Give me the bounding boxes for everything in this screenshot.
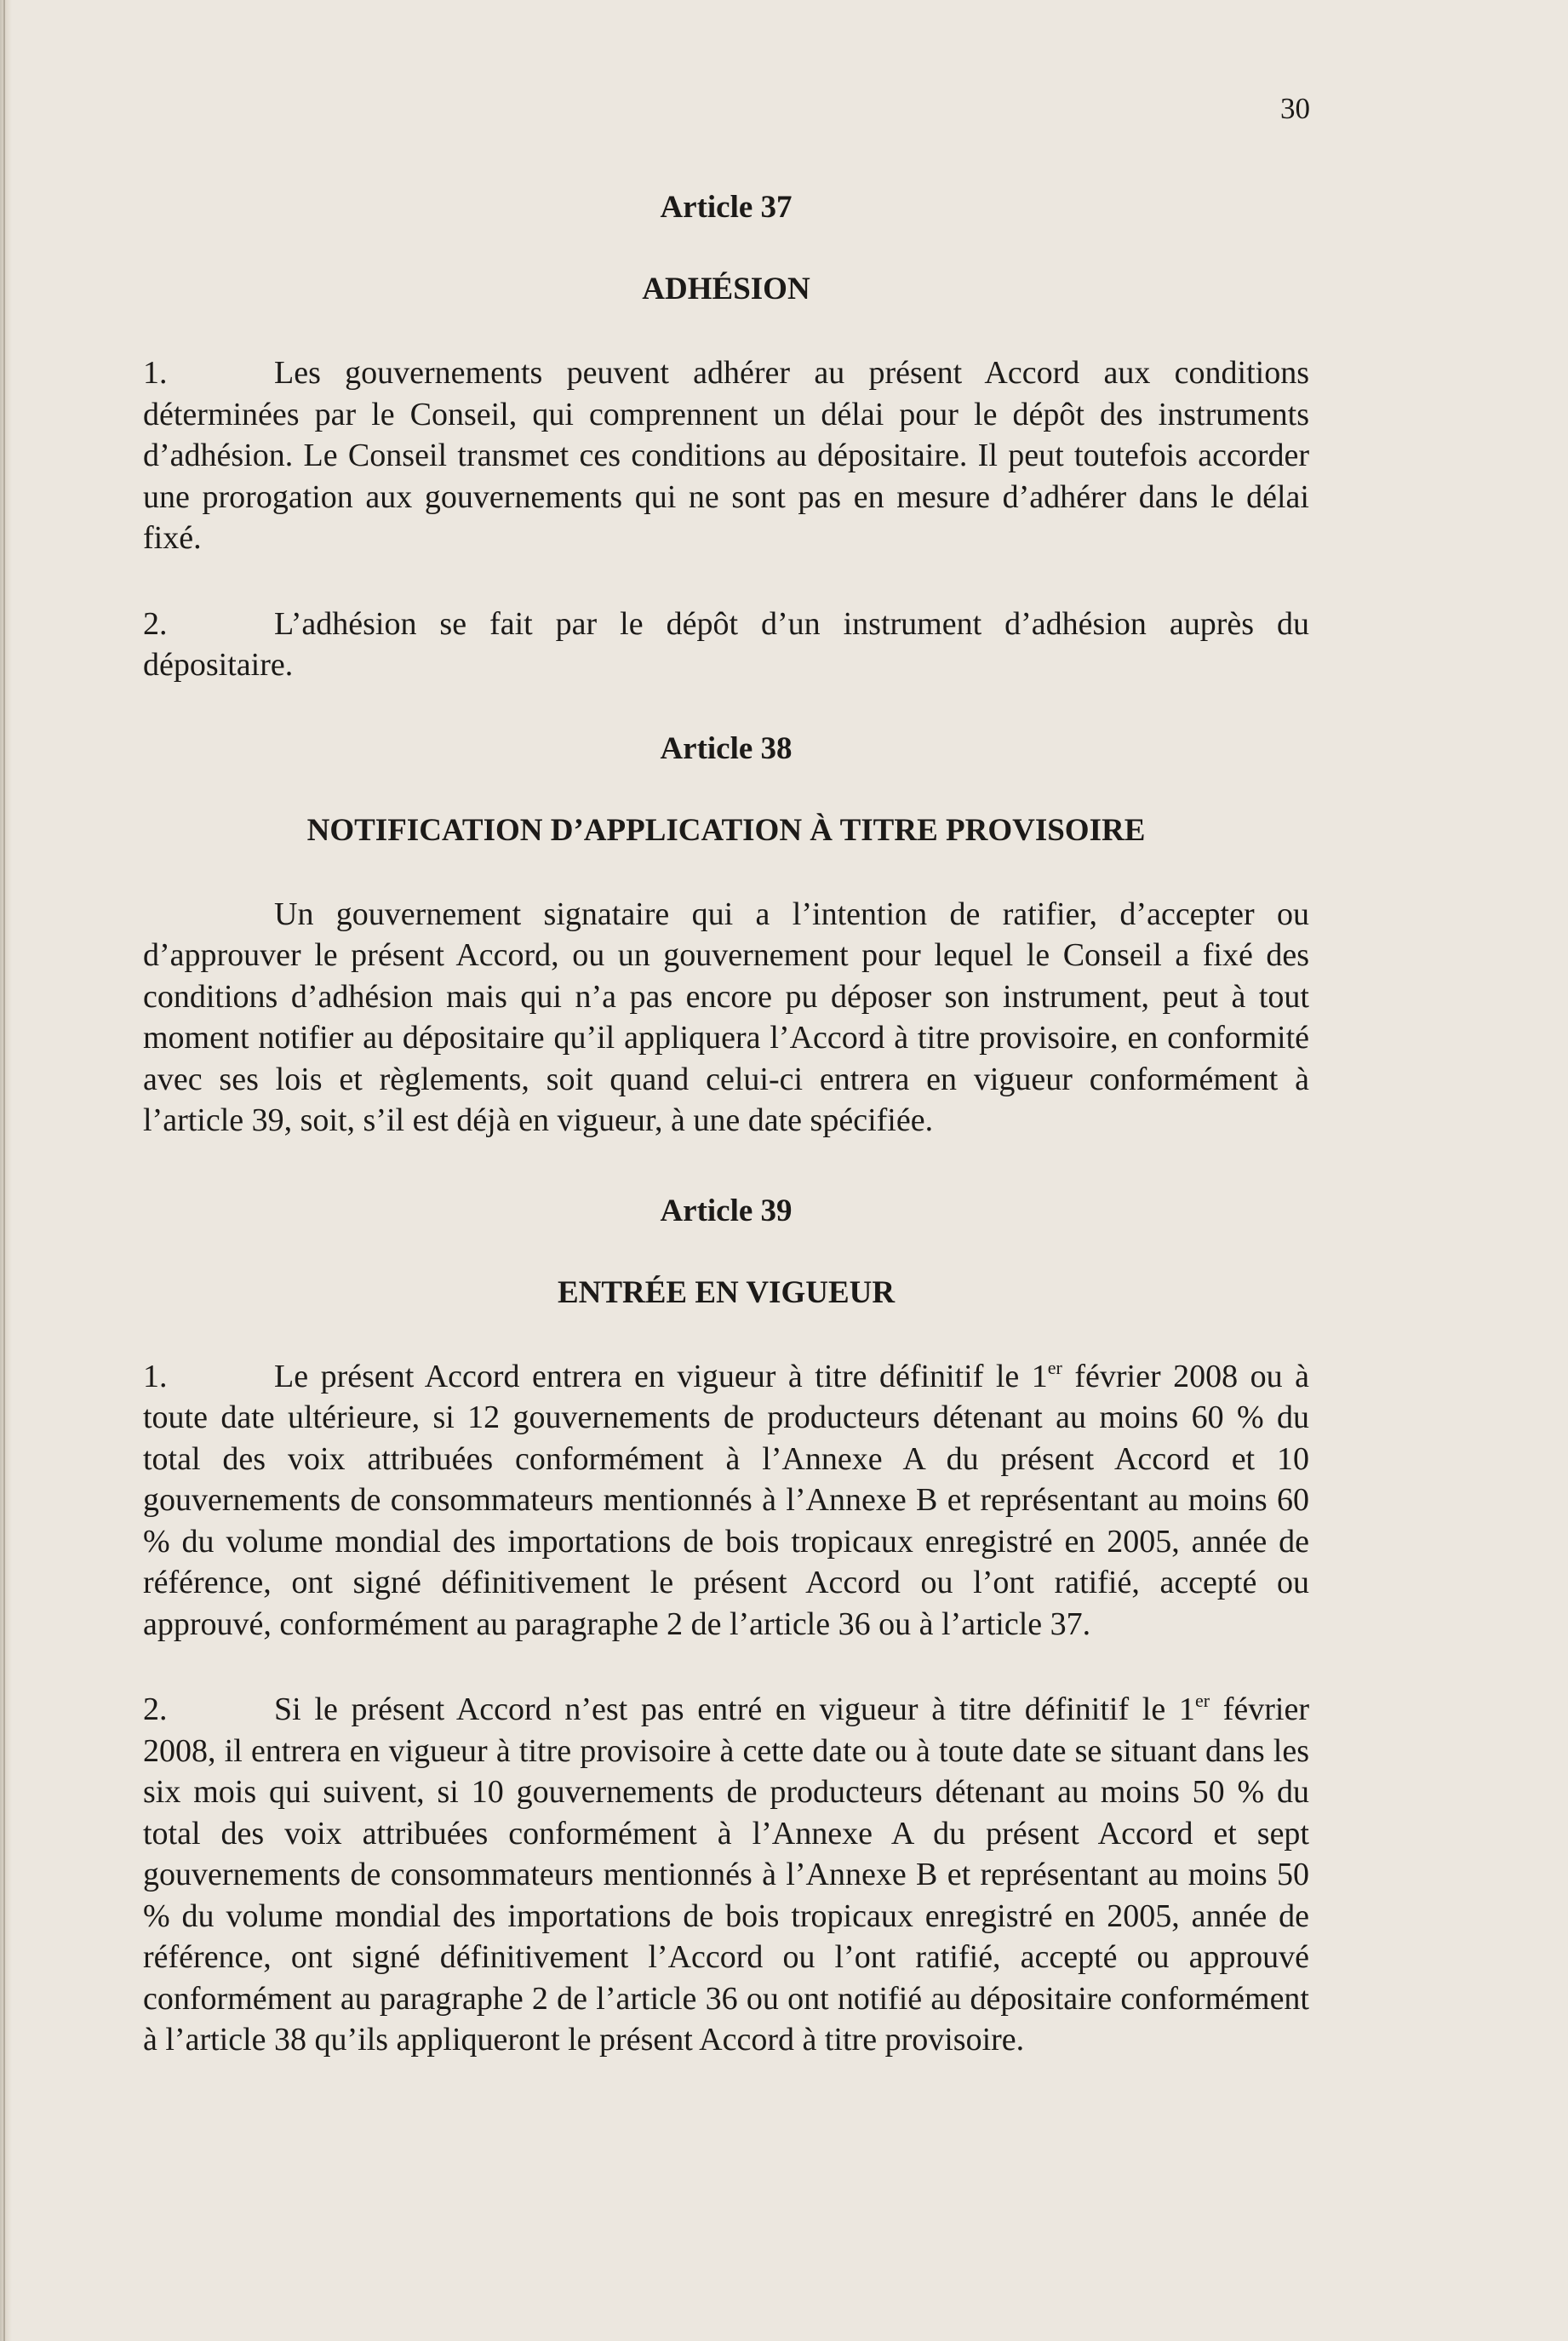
- paragraph-number: 1.: [143, 355, 168, 391]
- article-38-paragraph-1: Un gouvernement signataire qui a l’intention de ratifier, d’accepter ou d’approuver le présent Accord, ou un gouvernement pour lequel le Conseil a fixé des conditions d’adhésion mais qui n’a pas encore pu déposer son instrument, peut à tout moment notifier au dépositaire qu’il appliquera l’Accord à titre provisoire, en conformité avec ses lois et règlements, soit quand celui-ci entrera en vigueur conformément à l’article 39, soit, s’il est déjà en vigueur, à une date spécifiée.: [143, 896, 1309, 1138]
- paragraph-text: Si le présent Accord n’est pas entré en vigueur à titre définitif le 1: [274, 1691, 1195, 1727]
- article-37: [143, 189, 1309, 686]
- article-37-title: ADHÉSION: [642, 272, 810, 306]
- article-38-label: Article 38: [660, 730, 793, 766]
- ordinal-suffix: er: [1047, 1356, 1062, 1378]
- paragraph-text-continued: février 2008, il entrera en vigueur à titre provisoire à cette date ou à toute date se situant dans les six mois qui suivent, si 10 gouvernements de producteurs détenant au moins 50 % du total des voix attribuées conformément à l’Annexe A du présent Accord et sept gouvernements de consommateurs mentionnés à l’Annexe B et représentant au moins 50 % du volume mondial des importations de bois tropicaux enregistré en 2005, année de référence, ont signé définitivement l’Accord ou l’ont ratifié, accepté ou approuvé conformément au paragraphe 2 de l’article 36 ou ont notifié au dépositaire conformément à l’article 38 qu’ils appliqueront le présent Accord à titre provisoire.: [143, 1691, 1309, 2058]
- paragraph-text: L’adhésion se fait par le dépôt d’un instrument d’adhésion auprès du dépositaire.: [143, 605, 1309, 683]
- article-39-paragraph-1: [143, 1356, 1309, 1646]
- article-38: [143, 730, 1309, 1142]
- ordinal-suffix: er: [1194, 1690, 1210, 1711]
- article-37-label: Article 37: [660, 190, 793, 225]
- article-37-paragraph-1: [143, 352, 1309, 559]
- paragraph-text-continued: février 2008 ou à toute date ultérieure, si 12 gouvernements de producteurs détenant au moins 60 % du total des voix attribuées conformément à l’Annexe A du présent Accord et 10 gouvernements de consommateurs mentionnés à l’Annexe B et représentant au moins 60 % du volume mondial des importations de bois tropicaux enregistré en 2005, année de référence, ont signé définitivement le présent Accord ou l’ont ratifié, accepté ou approuvé, conformément au paragraphe 2 de l’article 36 ou à l’article 37.: [143, 1358, 1309, 1642]
- paragraph-number: 1.: [143, 1358, 168, 1394]
- page-binding-line: [3, 0, 5, 2341]
- page-number: 30: [1280, 92, 1310, 125]
- article-39-title: ENTRÉE EN VIGUEUR: [557, 1274, 896, 1310]
- page-binding-edge: [0, 0, 12, 2341]
- paragraph-text: Les gouvernements peuvent adhérer au présent Accord aux conditions déterminées par le Conseil, qui comprennent un délai pour le dépôt des instruments d’adhésion. Le Conseil transmet ces conditions au dépositaire. Il peut toutefois accorder une prorogation aux gouvernements qui ne sont pas en mesure d’adhérer dans le délai fixé.: [143, 355, 1309, 556]
- paragraph-number: 2.: [143, 605, 168, 642]
- paragraph-text: Le présent Accord entrera en vigueur à titre définitif le 1: [274, 1358, 1048, 1394]
- article-38-title: NOTIFICATION D’APPLICATION À TITRE PROVISOIRE: [306, 812, 1146, 848]
- article-39-label: Article 39: [660, 1193, 793, 1228]
- article-37-paragraph-2: [143, 604, 1309, 686]
- paragraph-number: 2.: [143, 1691, 168, 1727]
- document-body: [143, 189, 1309, 2061]
- article-39: [143, 1193, 1309, 2061]
- article-39-paragraph-2: [143, 1689, 1309, 2061]
